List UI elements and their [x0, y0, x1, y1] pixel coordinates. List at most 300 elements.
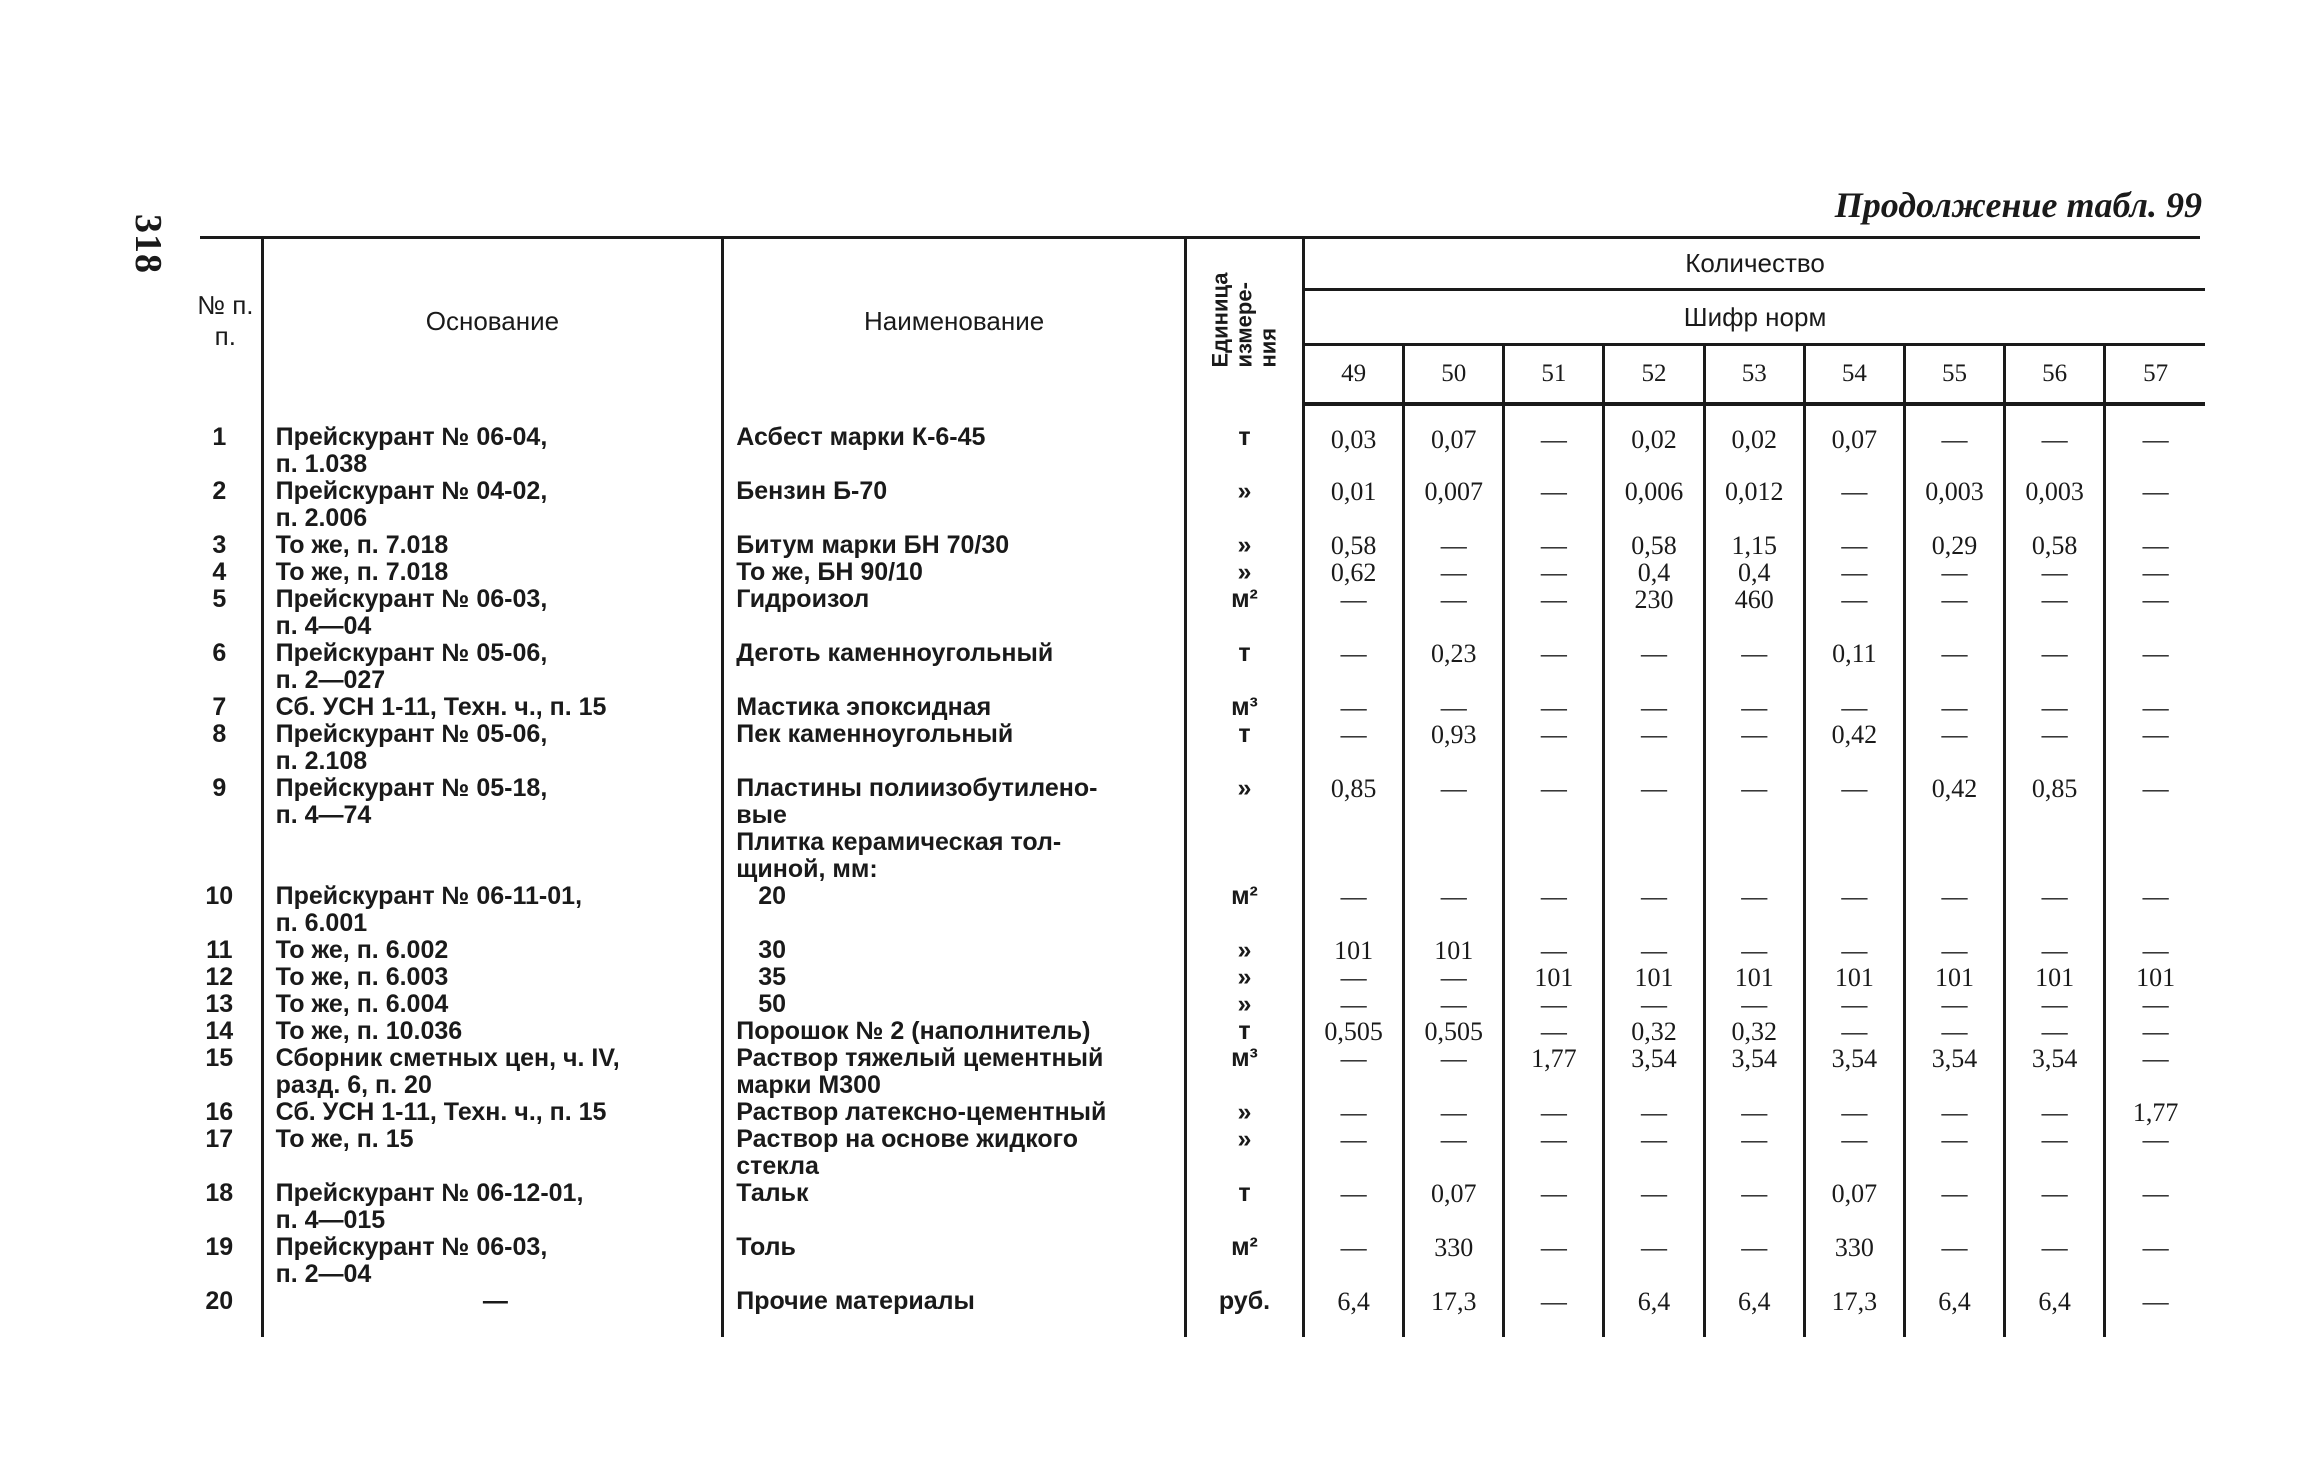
quantity-cell: —: [2005, 1018, 2105, 1045]
row-name: [723, 1099, 1186, 1126]
row-basis-line: Прейскурант № 06-11-01,: [275, 882, 583, 910]
row-basis: [262, 937, 723, 964]
quantity-cell: —: [1904, 586, 2004, 640]
table-row: [190, 640, 2205, 694]
quantity-cell: —: [2142, 477, 2169, 506]
row-basis: [262, 1045, 723, 1099]
quantity-cell: 101: [1304, 937, 1404, 964]
quantity-cell: —: [1404, 559, 1504, 586]
row-name-line: Гидроизол: [736, 585, 870, 613]
quantity-cell: —: [1904, 1126, 2004, 1180]
row-name-line: Плитка керамическая тол-: [736, 828, 1062, 856]
quantity-cell: —: [1504, 586, 1604, 640]
row-number: 3: [190, 532, 262, 559]
quantity-cell: —: [2142, 882, 2169, 911]
quantity-cell: —: [1304, 964, 1404, 991]
quantity-cell: —: [1704, 1180, 1804, 1234]
table-row: [190, 721, 2205, 775]
quantity-cell: 1,77: [2132, 1098, 2179, 1127]
row-name-line: 30: [758, 936, 787, 964]
quantity-cell: —: [2142, 531, 2169, 560]
quantity-cell: —: [1904, 991, 2004, 1018]
quantity-cell: 0,03: [1304, 404, 1404, 478]
quantity-cell: 0,4: [1704, 559, 1804, 586]
row-basis-line: п. 6.001: [275, 909, 368, 937]
quantity-cell: —: [1704, 883, 1804, 937]
quantity-cell: —: [1904, 1180, 2004, 1234]
quantity-cell: 17,3: [1804, 1288, 1904, 1337]
quantity-cell: —: [1504, 991, 1604, 1018]
quantity-cell: 1,15: [1704, 532, 1804, 559]
quantity-cell: —: [2005, 937, 2105, 964]
quantity-cell: —: [1904, 694, 2004, 721]
quantity-cell: —: [1504, 937, 1604, 964]
row-basis-line: Прейскурант № 04-02,: [275, 477, 548, 505]
quantity-cell: —: [2142, 558, 2169, 587]
row-basis: [262, 1234, 723, 1288]
row-unit: »: [1185, 559, 1303, 586]
quantity-cell: —: [2142, 720, 2169, 749]
quantity-cell: 0,58: [2005, 532, 2105, 559]
quantity-cell: —: [1404, 964, 1504, 991]
quantity-cell: 460: [1704, 586, 1804, 640]
quantity-cell: 6,4: [1704, 1288, 1804, 1337]
quantity-cell: —: [1404, 532, 1504, 559]
row-name: [723, 1018, 1186, 1045]
quantity-cell: —: [1604, 721, 1704, 775]
quantity-cell: —: [1904, 1099, 2004, 1126]
row-basis-line: п. 1.038: [275, 450, 368, 478]
row-unit: м²: [1185, 586, 1303, 640]
row-basis: [262, 721, 723, 775]
row-number: 5: [190, 586, 262, 640]
quantity-cell: 3,54: [1904, 1045, 2004, 1099]
quantity-cell: [1804, 829, 1904, 883]
quantity-cell: —: [1904, 404, 2004, 478]
quantity-cell: —: [1704, 1234, 1804, 1288]
table-row: [190, 1180, 2205, 1234]
quantity-cell: —: [1804, 991, 1904, 1018]
row-number: 8: [190, 721, 262, 775]
header-code: 53: [1704, 345, 1804, 405]
row-unit: [1185, 829, 1303, 883]
row-name-line: Раствор латексно-цементный: [736, 1098, 1107, 1126]
row-name-line: Бензин Б-70: [736, 477, 888, 505]
quantity-cell: —: [2005, 586, 2105, 640]
quantity-cell: —: [1704, 775, 1804, 829]
row-number: 7: [190, 694, 262, 721]
row-unit: м²: [1185, 1234, 1303, 1288]
header-name: Наименование: [723, 238, 1186, 404]
row-number: 10: [190, 883, 262, 937]
header-codes-title: Шифр норм: [1304, 290, 2205, 345]
quantity-cell: 0,32: [1604, 1018, 1704, 1045]
quantity-cell: —: [1704, 1099, 1804, 1126]
quantity-cell: —: [1304, 883, 1404, 937]
quantity-cell: 3,54: [1704, 1045, 1804, 1099]
row-basis-line: То же, п. 6.003: [275, 963, 449, 991]
quantity-cell: —: [1404, 586, 1504, 640]
quantity-cell: —: [1804, 532, 1904, 559]
quantity-cell: —: [2005, 694, 2105, 721]
quantity-cell: —: [1504, 775, 1604, 829]
row-basis: [262, 694, 723, 721]
table-row: [190, 1045, 2205, 1099]
row-unit: м²: [1185, 883, 1303, 937]
quantity-cell: —: [1504, 404, 1604, 478]
quantity-cell: 230: [1604, 586, 1704, 640]
row-name-line: вые: [736, 801, 787, 829]
quantity-cell: 6,4: [2005, 1288, 2105, 1337]
row-name: [723, 1126, 1186, 1180]
quantity-cell: —: [1504, 1288, 1604, 1337]
row-basis-line: Сб. УСН 1-11, Техн. ч., п. 15: [275, 1098, 607, 1126]
header-code: 51: [1504, 345, 1604, 405]
row-basis: [262, 1018, 723, 1045]
quantity-cell: —: [2005, 721, 2105, 775]
quantity-cell: 330: [1404, 1234, 1504, 1288]
row-name: [723, 1045, 1186, 1099]
quantity-cell: —: [2142, 425, 2169, 454]
quantity-cell: —: [1604, 991, 1704, 1018]
table-row: [190, 883, 2205, 937]
row-number: 1: [190, 404, 262, 478]
quantity-cell: 0,58: [1604, 532, 1704, 559]
row-name: [723, 991, 1186, 1018]
row-unit: »: [1185, 532, 1303, 559]
quantity-cell: 0,42: [1904, 775, 2004, 829]
header-quantity: Количество: [1304, 238, 2205, 290]
quantity-cell: [2105, 829, 2205, 883]
header-code: 57: [2105, 345, 2205, 405]
row-name-line: Раствор на основе жидкого: [736, 1125, 1078, 1153]
row-unit: т: [1185, 721, 1303, 775]
row-name-line: Пек каменноугольный: [736, 720, 1014, 748]
row-basis: [262, 532, 723, 559]
header-code: 49: [1304, 345, 1404, 405]
row-name-line: 35: [758, 963, 787, 991]
quantity-cell: [1904, 829, 2004, 883]
quantity-cell: 6,4: [1304, 1288, 1404, 1337]
quantity-cell: —: [1804, 586, 1904, 640]
row-number: 19: [190, 1234, 262, 1288]
row-name-line: Порошок № 2 (наполнитель): [736, 1017, 1091, 1045]
row-basis-line: п. 4—04: [275, 612, 372, 640]
quantity-cell: —: [1304, 1099, 1404, 1126]
quantity-cell: [2005, 829, 2105, 883]
quantity-cell: —: [2005, 883, 2105, 937]
quantity-cell: 0,012: [1704, 478, 1804, 532]
row-number: 4: [190, 559, 262, 586]
quantity-cell: 0,07: [1404, 1180, 1504, 1234]
row-basis: [262, 586, 723, 640]
quantity-cell: —: [1904, 1018, 2004, 1045]
quantity-cell: —: [1304, 1234, 1404, 1288]
quantity-cell: —: [1804, 694, 1904, 721]
quantity-cell: 0,003: [1904, 478, 2004, 532]
quantity-cell: 0,93: [1404, 721, 1504, 775]
row-name-line: Прочие материалы: [736, 1287, 975, 1315]
quantity-cell: —: [1504, 478, 1604, 532]
row-name-line: Тальк: [736, 1179, 809, 1207]
row-unit: »: [1185, 964, 1303, 991]
row-basis-line: Прейскурант № 06-12-01,: [275, 1179, 584, 1207]
row-number: 6: [190, 640, 262, 694]
row-unit: »: [1185, 1099, 1303, 1126]
quantity-cell: —: [1504, 559, 1604, 586]
quantity-cell: —: [2005, 404, 2105, 478]
quantity-cell: —: [2142, 990, 2169, 1019]
row-basis: [262, 1288, 723, 1337]
quantity-cell: —: [1604, 1099, 1704, 1126]
quantity-cell: 0,02: [1604, 404, 1704, 478]
row-basis-line: Прейскурант № 05-06,: [275, 639, 548, 667]
row-number: 20: [190, 1288, 262, 1337]
row-unit: т: [1185, 1180, 1303, 1234]
quantity-cell: —: [1404, 694, 1504, 721]
quantity-cell: —: [2005, 1180, 2105, 1234]
header-basis: Основание: [262, 238, 723, 404]
row-basis: [262, 883, 723, 937]
quantity-cell: —: [1904, 721, 2004, 775]
header-code: 54: [1804, 345, 1904, 405]
quantity-cell: —: [1404, 1099, 1504, 1126]
row-unit: »: [1185, 775, 1303, 829]
quantity-cell: 101: [1904, 964, 2004, 991]
row-unit: руб.: [1185, 1288, 1303, 1337]
row-name-line: Мастика эпоксидная: [736, 693, 992, 721]
row-number: 16: [190, 1099, 262, 1126]
quantity-cell: [1704, 829, 1804, 883]
quantity-cell: —: [1804, 1018, 1904, 1045]
header-code: 50: [1404, 345, 1504, 405]
quantity-cell: —: [2142, 1044, 2169, 1073]
table-header: [190, 238, 2205, 404]
quantity-cell: —: [2142, 1233, 2169, 1262]
quantity-cell: —: [2005, 1099, 2105, 1126]
table-row: [190, 1018, 2205, 1045]
quantity-cell: 0,003: [2005, 478, 2105, 532]
quantity-cell: —: [1504, 1180, 1604, 1234]
header-unit-label: Единица измере- ния: [1207, 272, 1281, 368]
row-name: [723, 883, 1186, 937]
quantity-cell: 0,02: [1704, 404, 1804, 478]
table-row: [190, 1234, 2205, 1288]
row-basis-line: То же, п. 15: [275, 1125, 414, 1153]
quantity-cell: 101: [1504, 964, 1604, 991]
quantity-cell: —: [1304, 721, 1404, 775]
row-name-line: Асбест марки К-6-45: [736, 423, 986, 451]
quantity-cell: 0,505: [1304, 1018, 1404, 1045]
quantity-cell: 0,01: [1304, 478, 1404, 532]
quantity-cell: 6,4: [1904, 1288, 2004, 1337]
quantity-cell: —: [1604, 883, 1704, 937]
table-row: [190, 694, 2205, 721]
row-number: 17: [190, 1126, 262, 1180]
row-name: [723, 775, 1186, 829]
row-name-line: Пластины полиизобутилено-: [736, 774, 1098, 802]
table-body: [190, 404, 2205, 1337]
quantity-cell: 3,54: [1604, 1045, 1704, 1099]
quantity-cell: —: [2005, 1234, 2105, 1288]
row-basis-line: —: [482, 1287, 508, 1315]
quantity-cell: —: [2142, 1287, 2169, 1316]
table-row: [190, 991, 2205, 1018]
quantity-cell: —: [1904, 640, 2004, 694]
quantity-cell: 3,54: [2005, 1045, 2105, 1099]
quantity-cell: —: [1604, 640, 1704, 694]
quantity-cell: —: [1804, 559, 1904, 586]
quantity-cell: —: [2142, 774, 2169, 803]
quantity-cell: —: [1404, 883, 1504, 937]
row-name: [723, 1288, 1186, 1337]
quantity-cell: —: [2142, 639, 2169, 668]
table-row: [190, 775, 2205, 829]
row-number: 2: [190, 478, 262, 532]
quantity-cell: 0,4: [1604, 559, 1704, 586]
header-code: 55: [1904, 345, 2004, 405]
quantity-cell: —: [1504, 532, 1604, 559]
row-name: [723, 1234, 1186, 1288]
quantity-cell: —: [1504, 1126, 1604, 1180]
row-basis: [262, 640, 723, 694]
quantity-cell: 0,505: [1404, 1018, 1504, 1045]
table-row: [190, 404, 2205, 478]
row-name-line: То же, БН 90/10: [736, 558, 923, 586]
row-name-line: 20: [758, 882, 787, 910]
quantity-cell: —: [1704, 937, 1804, 964]
quantity-cell: —: [2142, 1125, 2169, 1154]
row-name-line: Битум марки БН 70/30: [736, 531, 1010, 559]
row-name: [723, 478, 1186, 532]
row-basis-line: То же, п. 6.002: [275, 936, 449, 964]
quantity-cell: —: [1804, 478, 1904, 532]
header-unit: [1185, 238, 1303, 404]
quantity-cell: —: [1804, 1126, 1904, 1180]
quantity-cell: —: [1504, 721, 1604, 775]
quantity-cell: —: [1504, 640, 1604, 694]
row-basis-line: п. 2—04: [275, 1260, 372, 1288]
row-unit: м³: [1185, 1045, 1303, 1099]
quantity-cell: —: [1704, 991, 1804, 1018]
row-basis-line: То же, п. 7.018: [275, 558, 449, 586]
quantity-cell: —: [1704, 640, 1804, 694]
quantity-cell: —: [2142, 1179, 2169, 1208]
row-number: 18: [190, 1180, 262, 1234]
row-basis-line: То же, п. 10.036: [275, 1017, 463, 1045]
quantity-cell: —: [2142, 693, 2169, 722]
row-name: [723, 964, 1186, 991]
quantity-cell: —: [1704, 694, 1804, 721]
quantity-cell: 0,07: [1804, 1180, 1904, 1234]
quantity-cell: —: [1804, 775, 1904, 829]
quantity-cell: —: [1304, 991, 1404, 1018]
row-name-line: 50: [758, 990, 787, 1018]
row-name: [723, 937, 1186, 964]
quantity-cell: —: [1604, 1126, 1704, 1180]
row-basis: [262, 829, 723, 883]
row-unit: т: [1185, 404, 1303, 478]
row-name: [723, 829, 1186, 883]
quantity-cell: —: [2005, 559, 2105, 586]
row-name-line: марки М300: [736, 1071, 881, 1099]
row-name-line: стекла: [736, 1152, 819, 1180]
row-name-line: Деготь каменноугольный: [736, 639, 1054, 667]
quantity-cell: —: [1404, 1126, 1504, 1180]
header-code: 52: [1604, 345, 1704, 405]
row-basis-line: п. 2.108: [275, 747, 368, 775]
row-name: [723, 1180, 1186, 1234]
quantity-cell: —: [1304, 1126, 1404, 1180]
row-basis-line: Прейскурант № 06-03,: [275, 1233, 548, 1261]
row-number: 12: [190, 964, 262, 991]
quantity-cell: 3,54: [1804, 1045, 1904, 1099]
quantity-cell: —: [1604, 694, 1704, 721]
quantity-cell: —: [1304, 1180, 1404, 1234]
row-number: 15: [190, 1045, 262, 1099]
row-basis-line: Сб. УСН 1-11, Техн. ч., п. 15: [275, 693, 607, 721]
row-basis-line: То же, п. 6.004: [275, 990, 449, 1018]
quantity-cell: 101: [1604, 964, 1704, 991]
table-row: [190, 964, 2205, 991]
row-name: [723, 532, 1186, 559]
row-basis: [262, 1180, 723, 1234]
quantity-cell: —: [1404, 1045, 1504, 1099]
quantity-cell: 0,62: [1304, 559, 1404, 586]
quantity-cell: —: [1504, 1018, 1604, 1045]
quantity-cell: —: [1504, 1234, 1604, 1288]
quantity-cell: 330: [1804, 1234, 1904, 1288]
quantity-cell: 0,29: [1904, 532, 2004, 559]
table-row: [190, 586, 2205, 640]
row-basis: [262, 559, 723, 586]
row-name: [723, 559, 1186, 586]
quantity-cell: —: [1804, 1099, 1904, 1126]
row-basis: [262, 478, 723, 532]
quantity-cell: —: [1804, 937, 1904, 964]
row-basis-line: Сборник сметных цен, ч. IV,: [275, 1044, 620, 1072]
quantity-cell: 101: [1404, 937, 1504, 964]
quantity-cell: —: [1704, 1126, 1804, 1180]
quantity-cell: 17,3: [1404, 1288, 1504, 1337]
quantity-cell: 101: [1804, 964, 1904, 991]
row-basis: [262, 991, 723, 1018]
quantity-cell: 0,32: [1704, 1018, 1804, 1045]
quantity-cell: 101: [2136, 963, 2176, 992]
row-name: [723, 721, 1186, 775]
quantity-cell: —: [1504, 694, 1604, 721]
quantity-cell: —: [1604, 775, 1704, 829]
table-row: [190, 1099, 2205, 1126]
header-row-number: № п. п.: [190, 238, 262, 404]
quantity-cell: [1304, 829, 1404, 883]
quantity-cell: 0,23: [1404, 640, 1504, 694]
row-name-line: щиной, мм:: [736, 855, 878, 883]
row-basis: [262, 1126, 723, 1180]
materials-table: [190, 238, 2205, 1337]
page-number: 318: [127, 214, 169, 274]
table-row: [190, 1126, 2205, 1180]
quantity-cell: 0,07: [1804, 404, 1904, 478]
row-basis: [262, 404, 723, 478]
quantity-cell: —: [1604, 1234, 1704, 1288]
row-name: [723, 404, 1186, 478]
row-name-line: Толь: [736, 1233, 796, 1261]
quantity-cell: —: [2005, 1126, 2105, 1180]
quantity-cell: —: [1304, 1045, 1404, 1099]
row-unit: м³: [1185, 694, 1303, 721]
row-unit: »: [1185, 991, 1303, 1018]
